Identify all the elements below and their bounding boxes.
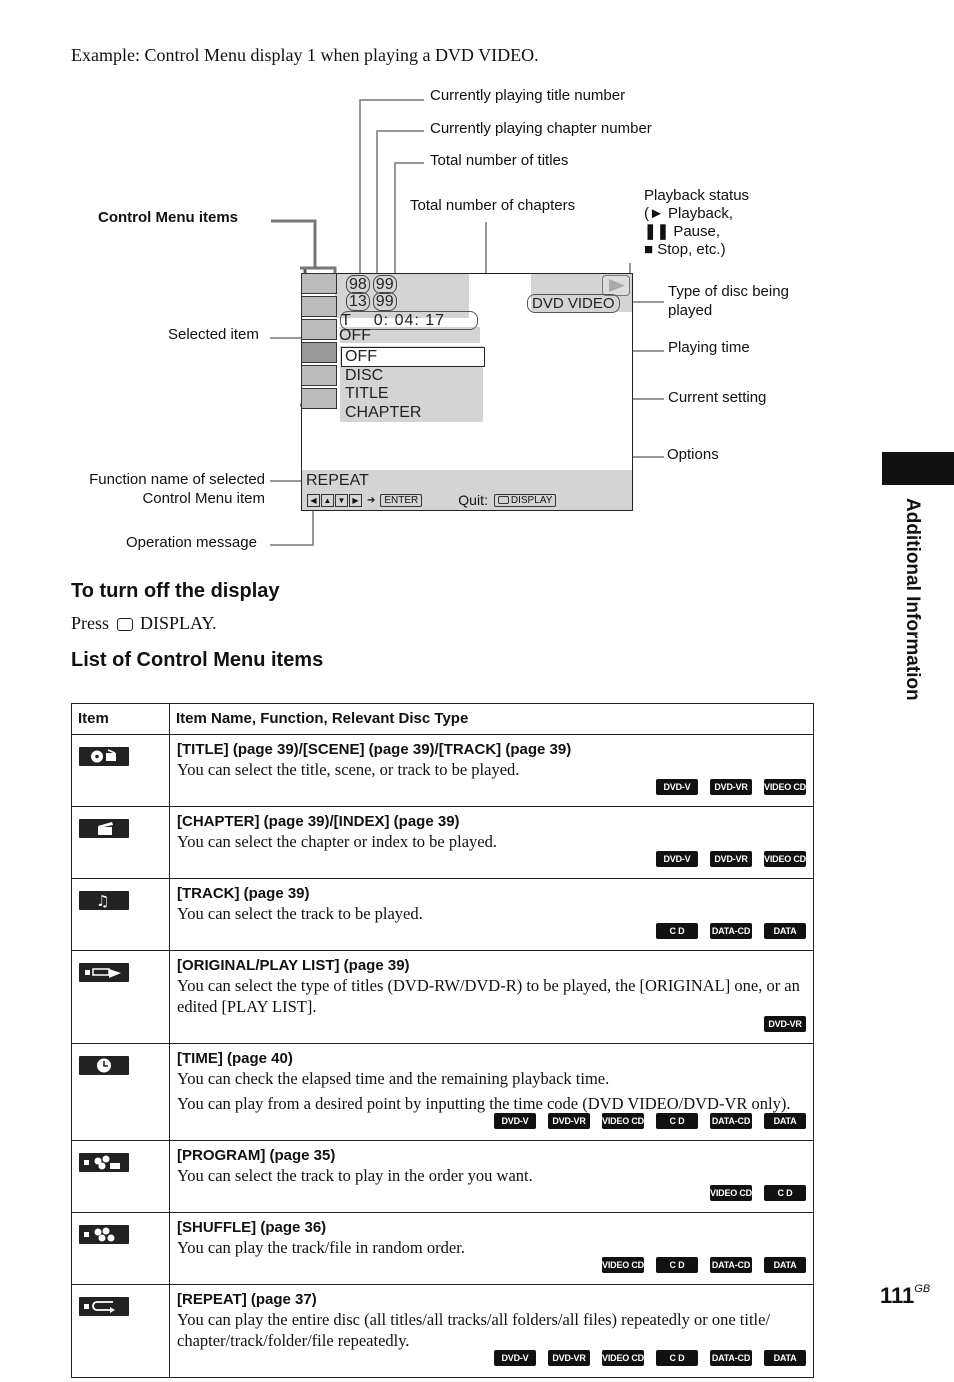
callout-total-titles: Total number of titles [430,152,569,169]
display-icon [498,496,509,504]
disc-type-badges [177,1256,806,1287]
disc-type-badges [177,778,806,800]
callout-chapter-number: Currently playing chapter number [430,120,652,137]
section-label: Additional Information [902,498,923,701]
item-description-cell [170,879,814,951]
turn-off-instruction: Press DISPLAY. [71,613,217,633]
disc-badge: DATA-CD [710,1113,752,1129]
menu-item-slot[interactable] [301,296,337,317]
item-description: You can select the track to be played. [177,904,423,923]
callout-function-name: Function name of selected Control Menu item [89,471,265,507]
play-status-icon [602,275,630,296]
callout-total-chapters: Total number of chapters [410,197,576,214]
disc-badge: C D [656,1113,698,1129]
item-description-cell [170,951,814,1044]
item-icon-cell [72,1141,170,1213]
item-title: [SHUFFLE] (page 36) [177,1219,327,1236]
list-heading: List of Control Menu items [71,649,324,671]
callout-current-setting: Current setting [668,389,767,406]
table-row [72,1044,814,1141]
disc-badge: DVD-VR [548,1350,590,1366]
then-arrow-icon: ➔ [367,494,376,506]
table-row [72,951,814,1044]
table-row [72,1141,814,1213]
option-item[interactable]: CHAPTER [345,403,422,421]
disc-badge: C D [656,1350,698,1366]
enter-key: ENTER [380,494,422,507]
display-button-icon [117,618,133,631]
disc-type-badges [177,1112,806,1143]
table-row [72,879,814,951]
disc-badge: DVD-V [494,1113,536,1129]
disc-badge: C D [656,1257,698,1273]
disc-badge: VIDEO CD [710,1185,752,1201]
table-row [72,735,814,807]
disc-badge: DATA DVD [764,923,806,939]
table-row [72,1285,814,1378]
menu-item-column [301,273,337,403]
disc-badge: DVD-VR [710,851,752,867]
item-title: [TITLE] (page 39)/[SCENE] (page 39)/[TRACK] (page 39) [177,741,572,758]
control-menu-screen [301,273,633,511]
disc-badge: DATA DVD [764,1113,806,1129]
item-description-cell [170,807,814,879]
item-icon-cell [72,1044,170,1141]
disc-badge: VIDEO CD [602,1113,644,1129]
item-title: [TRACK] (page 39) [177,885,310,902]
disc-badge: DVD-V [494,1350,536,1366]
title-number-readout: 98 99 [346,276,397,294]
disc-badge: DVD-V [656,851,698,867]
program-icon [79,1153,129,1172]
item-icon-cell [72,735,170,807]
control-menu-table [71,703,814,1378]
col-header-item: Item [72,704,170,735]
disc-badge: DVD-V [656,779,698,795]
callout-disc-type: Type of disc being played [668,283,789,319]
item-description: You can select the chapter or index to be played. [177,832,497,851]
callout-control-menu-items: Control Menu items [98,209,239,226]
item-icon-cell [72,807,170,879]
arrow-up-icon: ▲ [321,494,334,507]
disc-badge: DATA DVD [764,1257,806,1273]
item-description: You can play from a desired point by inputting the time code (DVD VIDEO/DVD-VR only). [177,1094,791,1113]
col-header-name: Item Name, Function, Relevant Disc Type [170,704,814,735]
chapter-number-readout: 13 99 [346,293,397,311]
original-playlist-icon [79,963,129,982]
disc-badge: DATA-CD [710,1350,752,1366]
menu-item-slot[interactable] [301,365,337,386]
disc-badge: C D [764,1185,806,1201]
disc-badge: VIDEO CD [764,779,806,795]
current-setting-value: OFF [339,327,371,344]
item-description-cell [170,1044,814,1141]
item-title: [PROGRAM] (page 35) [177,1147,336,1164]
item-description-cell [170,1213,814,1285]
item-title: [TIME] (page 40) [177,1050,293,1067]
item-description-cell [170,735,814,807]
callout-playback-status: Playback status (► Playback, ❚❚ Pause, ■ Stop, etc.) [644,187,750,258]
svg-text:♫: ♫ [96,892,110,910]
item-description: You can select the title, scene, or track to be played. [177,760,520,779]
item-description-cell [170,1141,814,1213]
option-item[interactable]: DISC [345,366,384,384]
time-icon [79,1056,129,1075]
arrow-down-icon: ▼ [335,494,348,507]
quit-label: Quit: [458,492,488,508]
item-icon-cell [72,879,170,951]
intro-text: Example: Control Menu display 1 when playing a DVD VIDEO. [71,45,539,65]
disc-badge: VIDEO CD [602,1350,644,1366]
item-description: You can play the track/file in random order. [177,1238,465,1257]
disc-badge: DVD-VR [710,779,752,795]
disc-badge: VIDEO CD [764,851,806,867]
callout-options: Options [667,446,719,463]
shuffle-icon [79,1225,129,1244]
disc-type-badges [177,1184,806,1206]
table-header-row [72,704,814,735]
item-description: You can play the entire disc (all titles/all tracks/all folders/all files) repeatedly or one title/ chapter/track/folder/file repeatedly. [177,1310,771,1350]
item-icon-cell [72,1285,170,1378]
disc-type-badges [177,1015,806,1037]
pause-icon: ❚❚ [644,223,670,240]
play-icon: ► [649,205,664,222]
option-list [345,348,421,422]
repeat-icon [79,1297,129,1316]
disc-badge: DVD-VR [548,1113,590,1129]
item-description-cell [170,1285,814,1378]
arrow-right-icon: ▶ [349,494,362,507]
disc-badge: DATA-CD [710,923,752,939]
section-tab [882,452,954,485]
menu-item-slot[interactable] [301,273,337,294]
callout-title-number: Currently playing title number [430,87,626,104]
item-title: [CHAPTER] (page 39)/[INDEX] (page 39) [177,813,460,830]
menu-item-slot[interactable] [301,319,337,340]
page-number: $111^{GB}$ [880,1283,931,1308]
display-key: DISPLAY [494,494,557,507]
stop-icon: ■ [644,241,654,258]
callout-operation-message: Operation message [126,534,257,551]
function-name-readout: REPEAT [306,472,369,489]
item-icon-cell [72,1213,170,1285]
disc-type-readout: DVD VIDEO [527,294,620,313]
disc-type-badges [177,850,806,872]
option-item[interactable]: TITLE [345,385,389,402]
item-title: [ORIGINAL/PLAY LIST] (page 39) [177,957,410,974]
table-row [72,1213,814,1285]
disc-badge: DVD-VR [764,1016,806,1032]
operation-message-row [307,493,556,507]
title-icon [79,747,129,766]
disc-badge: VIDEO CD [602,1257,644,1273]
disc-badge: C D [656,923,698,939]
item-description: You can check the elapsed time and the remaining playback time. [177,1069,610,1088]
track-icon [79,891,129,910]
item-title: [REPEAT] (page 37) [177,1291,317,1308]
item-icon-cell [72,951,170,1044]
table-row [72,807,814,879]
disc-badge: DATA DVD [764,1350,806,1366]
item-description: You can select the type of titles (DVD-RW/DVD-R) to be played, the [ORIGINAL] one, or an edited [PLAY LIST]. [177,976,800,1016]
playing-time-readout: T 0: 04: 17 [340,311,478,330]
callout-playing-time: Playing time [668,339,750,356]
disc-type-badges [177,1349,806,1380]
menu-item-selected[interactable] [301,342,337,363]
turn-off-heading: To turn off the display [71,580,280,602]
menu-item-slot[interactable] [301,388,337,409]
option-item[interactable]: OFF [345,348,377,365]
callout-selected-item: Selected item [168,326,259,343]
arrow-left-icon: ◀ [307,494,320,507]
chapter-icon [79,819,129,838]
disc-type-badges [177,922,806,953]
item-description: You can select the track to play in the order you want. [177,1166,533,1185]
disc-badge: DATA-CD [710,1257,752,1273]
